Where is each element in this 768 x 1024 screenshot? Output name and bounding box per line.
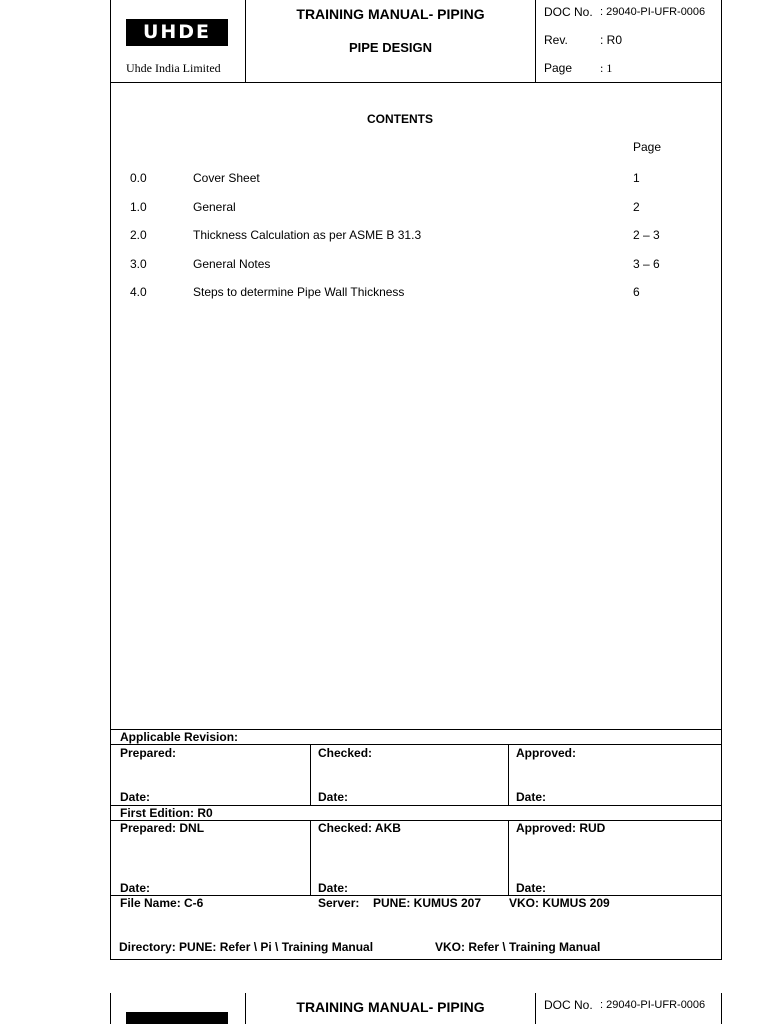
applicable-revision-label: Applicable Revision: [120,730,239,744]
approved-date-label: Date: [516,790,547,804]
page-column-label: Page [633,140,662,154]
next-doc-no-label: DOC No. [544,998,593,1012]
checked-label: Checked: [318,746,373,760]
company-name: Uhde India Limited [126,61,221,75]
doc-no-value: : 29040-PI-UFR-0006 [600,6,706,18]
prepared-label: Prepared: [120,746,177,760]
item-number: 2.0 [130,228,147,242]
item-page: 3 – 6 [633,257,660,271]
item-number: 0.0 [130,171,147,185]
item-title: General [193,200,236,214]
item-page: 2 – 3 [633,228,660,242]
item-page: 2 [633,200,640,214]
item-title: Steps to determine Pipe Wall Thickness [193,285,405,299]
prepared-date-label: Date: [120,790,151,804]
document-title: TRAINING MANUAL- PIPING [296,6,485,22]
item-number: 3.0 [130,257,147,271]
document-subtitle: PIPE DESIGN [348,40,433,55]
doc-no-label: DOC No. [544,5,593,19]
server-label: Server: [318,896,360,910]
next-uhde-logo [126,1012,228,1024]
next-page-title: TRAINING MANUAL- PIPING [296,999,485,1015]
uhde-logo: UHDE [126,19,228,46]
item-title: Thickness Calculation as per ASME B 31.3 [193,228,422,242]
item-page: 6 [633,285,640,299]
approved-label: Approved: [516,746,576,760]
item-title: General Notes [193,257,271,271]
fe-prepared-date-label: Date: [120,881,151,895]
server-pune: PUNE: KUMUS 207 [373,896,482,910]
approved-by: Approved: RUD [516,821,606,835]
contents-heading: CONTENTS [367,112,433,126]
rev-value: : R0 [600,33,623,47]
fe-checked-date-label: Date: [318,881,349,895]
prepared-by: Prepared: DNL [120,821,205,835]
item-page: 1 [633,171,640,185]
file-name: File Name: C-6 [120,896,204,910]
directory-vko: VKO: Refer \ Training Manual [435,940,601,954]
page-label: Page [544,61,573,75]
page-value: : 1 [600,61,613,75]
fe-approved-date-label: Date: [516,881,547,895]
next-doc-no-value: : 29040-PI-UFR-0006 [600,999,706,1011]
directory-pune: Directory: PUNE: Refer \ Pi \ Training Manual [119,940,374,954]
rev-label: Rev. [544,33,568,47]
item-number: 1.0 [130,200,147,214]
item-title: Cover Sheet [193,171,260,185]
checked-by: Checked: AKB [318,821,401,835]
first-edition-label: First Edition: R0 [120,806,213,820]
server-vko: VKO: KUMUS 209 [509,896,610,910]
checked-date-label: Date: [318,790,349,804]
item-number: 4.0 [130,285,147,299]
